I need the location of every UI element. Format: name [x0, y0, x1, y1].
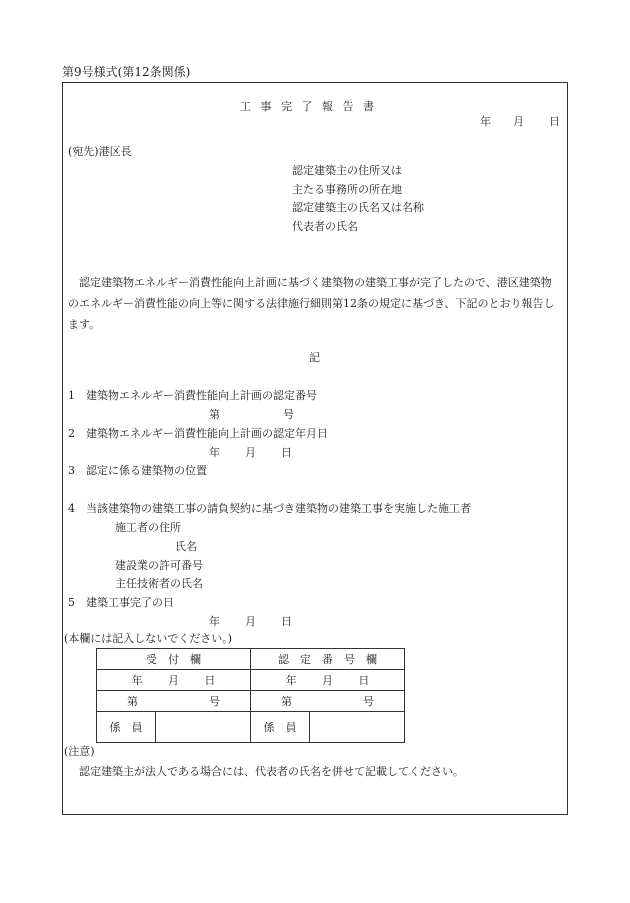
reception-number-cell: [97, 691, 251, 712]
item-2-year: 年: [209, 446, 220, 459]
date-day: 日: [549, 115, 560, 128]
item-1-dai: 第: [209, 408, 220, 421]
applicant-address-label-1: 認定建築主の住所又は: [292, 164, 402, 177]
item-5-year: 年: [209, 615, 220, 628]
reception-go: 号: [209, 694, 220, 708]
date-month: 月: [513, 115, 524, 128]
notes-text: 認定建築主が法人である場合には、代表者の氏名を併せて記載してください。: [79, 765, 464, 778]
report-body-text: 認定建築物エネルギー消費性能向上計画に基づく建築物の建築工事が完了したので、港区建築物のエネルギー消費性能の向上等に関する法律施行細則第12条の規定に基づき、下記のとおり報告します。: [68, 276, 555, 331]
form-number: 第9号様式(第12条関係): [62, 65, 191, 79]
date-year: 年: [480, 115, 491, 128]
report-title: 工 事 完 了 報 告 書: [240, 100, 377, 113]
ki-heading: 記: [309, 351, 320, 364]
office-use-note: (本欄には記入しないでください。): [64, 632, 233, 645]
item-1-label: 1 建築物エネルギー消費性能向上計画の認定番号: [68, 389, 317, 402]
item-5-day: 日: [281, 615, 292, 628]
reception-dai: 第: [127, 694, 138, 708]
certification-staff-label: 係 員: [251, 712, 310, 743]
reception-staff-label: 係 員: [97, 712, 156, 743]
item-4-name-label: 氏名: [175, 540, 197, 553]
item-2-day: 日: [281, 446, 292, 459]
certification-month: 月: [321, 673, 333, 687]
reception-date-cell: [97, 670, 251, 691]
certification-day: 日: [358, 673, 370, 687]
reception-staff-value: [156, 712, 251, 743]
certification-year: 年: [285, 673, 297, 687]
item-4-address-label: 施工者の住所: [115, 521, 181, 534]
item-3-label: 3 認定に係る建築物の位置: [68, 464, 207, 477]
reception-year: 年: [131, 673, 143, 687]
addressee: (宛先)港区長: [68, 145, 132, 158]
certification-number-cell: [251, 691, 405, 712]
item-2-month: 月: [245, 446, 256, 459]
certification-dai: 第: [281, 694, 292, 708]
reception-day: 日: [204, 673, 216, 687]
applicant-address-label-2: 主たる事務所の所在地: [292, 183, 402, 196]
certification-go: 号: [363, 694, 374, 708]
item-4-label: 4 当該建築物の建築工事の請負契約に基づき建築物の建築工事を実施した施工者: [68, 502, 471, 515]
certification-number-header: 認 定 番 号 欄: [251, 649, 405, 670]
certification-staff-value: [310, 712, 405, 743]
applicant-name-label: 認定建築主の氏名又は名称: [292, 201, 424, 214]
certification-date-cell: [251, 670, 405, 691]
reception-header: 受 付 欄: [97, 649, 251, 670]
reception-month: 月: [167, 673, 179, 687]
item-5-month: 月: [245, 615, 256, 628]
item-4-engineer-label: 主任技術者の氏名: [115, 577, 203, 590]
representative-name-label: 代表者の氏名: [292, 220, 358, 233]
reception-table: [96, 648, 405, 743]
notes-heading: (注意): [64, 745, 95, 758]
item-4-license-label: 建設業の許可番号: [115, 559, 203, 572]
item-5-label: 5 建築工事完了の日: [68, 596, 174, 609]
item-2-label: 2 建築物エネルギー消費性能向上計画の認定年月日: [68, 427, 328, 440]
item-1-go: 号: [283, 408, 294, 421]
